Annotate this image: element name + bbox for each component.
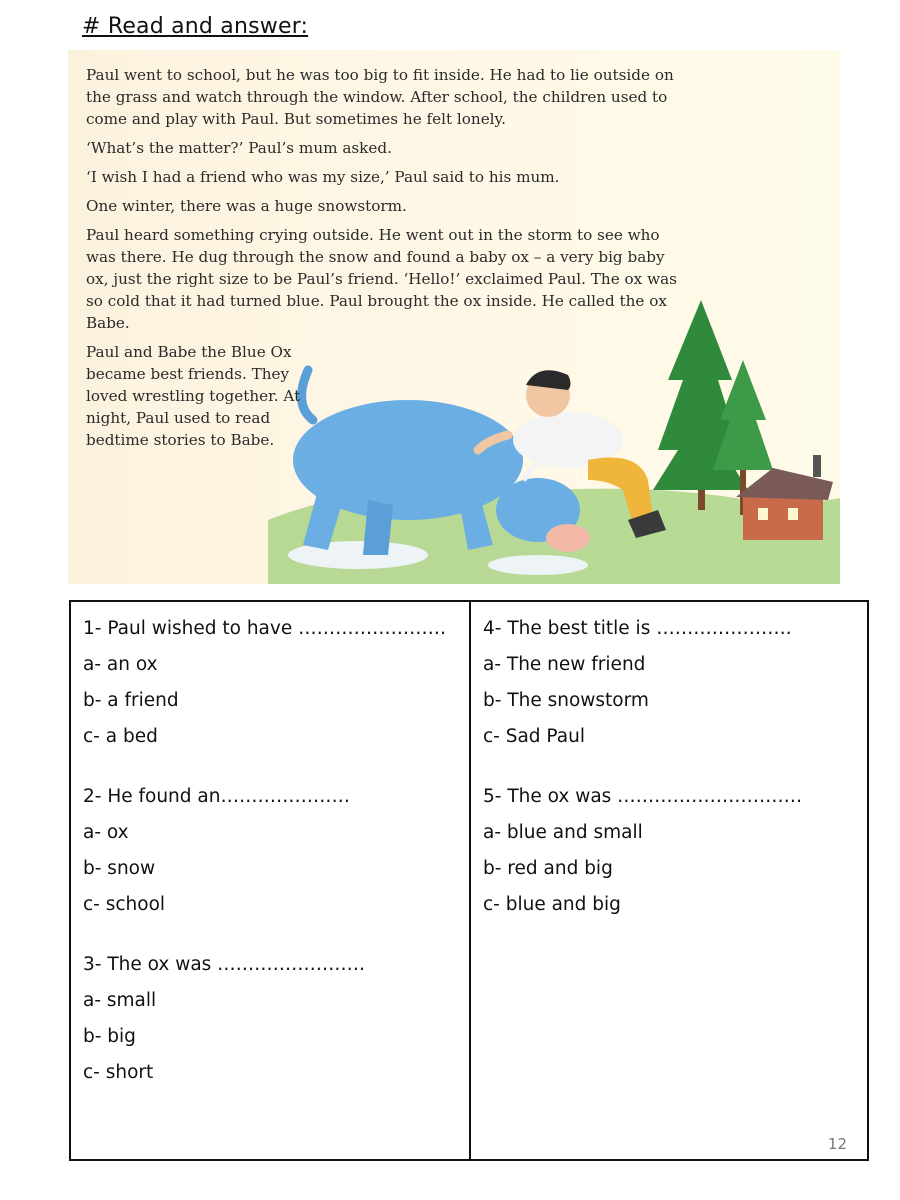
question-text: 2- He found an………………… bbox=[83, 786, 350, 807]
question-block bbox=[83, 784, 469, 928]
questions-table bbox=[69, 600, 869, 1161]
question-block bbox=[83, 952, 469, 1096]
page-heading: # Read and answer: bbox=[82, 14, 309, 39]
answer-option[interactable]: a- blue and small bbox=[483, 822, 643, 843]
answer-option[interactable]: b- snow bbox=[83, 858, 156, 879]
question-text: 1- Paul wished to have …………………… bbox=[83, 618, 447, 639]
question-block bbox=[483, 784, 871, 928]
question-text: 3- The ox was …………………… bbox=[83, 954, 366, 975]
questions-column-left bbox=[71, 602, 471, 1159]
answer-option[interactable]: c- short bbox=[83, 1062, 154, 1083]
question-block bbox=[83, 616, 469, 760]
question-text: 5- The ox was ………………………… bbox=[483, 786, 803, 807]
answer-option[interactable]: c- a bed bbox=[83, 726, 158, 747]
answer-option[interactable]: c- blue and big bbox=[483, 894, 621, 915]
answer-option[interactable]: b- red and big bbox=[483, 858, 613, 879]
question-text: 4- The best title is …………………. bbox=[483, 618, 792, 639]
story-paragraph: Paul and Babe the Blue Ox became best friends. They loved wrestling together. At night, Paul used to read bedtime stories to Babe. bbox=[86, 343, 301, 449]
snow-patch bbox=[488, 555, 588, 575]
answer-option[interactable]: a- The new friend bbox=[483, 654, 646, 675]
page-number: 12 bbox=[827, 1135, 847, 1153]
answer-option[interactable]: a- an ox bbox=[83, 654, 158, 675]
answer-option[interactable]: a- ox bbox=[83, 822, 129, 843]
story-paragraph: ‘What’s the matter?’ Paul’s mum asked. bbox=[86, 139, 392, 157]
story-paragraph: Paul heard something crying outside. He went out in the storm to see who was there. He dug through the snow and found a baby ox – a very big baby ox, just the right size to be Paul’s friend. ‘Hello!’ exclaimed Paul. The ox was so cold that it had turned blue. Paul brought the ox inside. He called the ox Babe. bbox=[86, 226, 677, 332]
questions-column-right bbox=[471, 602, 871, 1159]
answer-option[interactable]: b- The snowstorm bbox=[483, 690, 649, 711]
story-text bbox=[86, 64, 686, 458]
answer-option[interactable]: b- big bbox=[83, 1026, 136, 1047]
answer-option[interactable]: a- small bbox=[83, 990, 157, 1011]
answer-option[interactable]: b- a friend bbox=[83, 690, 179, 711]
story-panel bbox=[68, 50, 840, 584]
story-paragraph: Paul went to school, but he was too big to fit inside. He had to lie outside on the grass and watch through the window. After school, the children used to come and play with Paul. But sometimes he felt lonely. bbox=[86, 66, 674, 128]
story-paragraph: One winter, there was a huge snowstorm. bbox=[86, 197, 407, 215]
question-block bbox=[483, 616, 871, 760]
answer-option[interactable]: c- Sad Paul bbox=[483, 726, 585, 747]
story-paragraph: ‘I wish I had a friend who was my size,’ Paul said to his mum. bbox=[86, 168, 560, 186]
answer-option[interactable]: c- school bbox=[83, 894, 166, 915]
